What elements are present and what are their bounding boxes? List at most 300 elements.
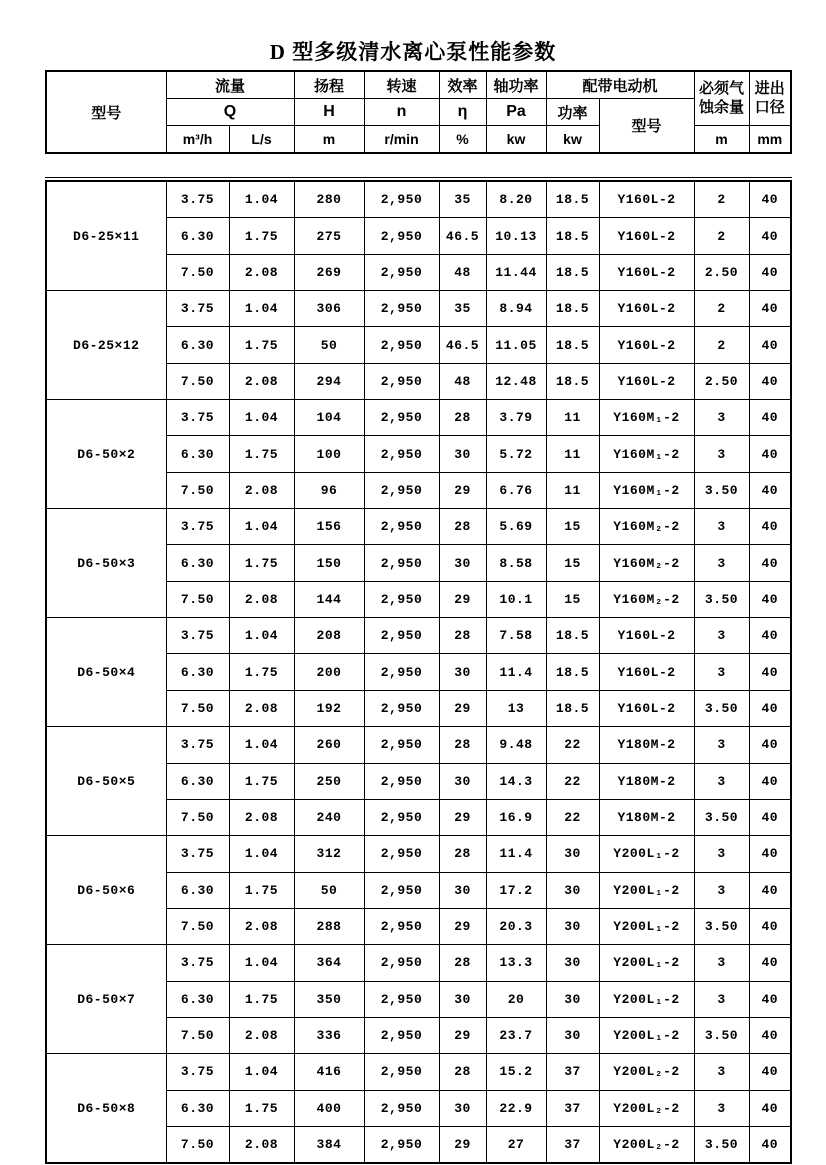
data-cell: 40 [749, 981, 791, 1017]
data-cell: 30 [439, 545, 486, 581]
data-cell: Y160M₁-2 [599, 472, 694, 508]
data-cell: 46.5 [439, 327, 486, 363]
data-cell: 7.50 [166, 799, 229, 835]
data-cell: 30 [546, 945, 599, 981]
data-cell: 30 [546, 981, 599, 1017]
header-head-unit: m [294, 126, 364, 154]
table-row [46, 1054, 791, 1090]
header-motor-model: 型号 [599, 99, 694, 154]
data-cell: 6.30 [166, 436, 229, 472]
data-cell: 10.1 [486, 581, 546, 617]
data-cell: 1.04 [229, 1054, 294, 1090]
data-cell: 2,950 [364, 181, 439, 218]
data-cell: 2.50 [694, 363, 749, 399]
header-flow-unit-ls: L/s [229, 126, 294, 154]
data-cell: 30 [546, 836, 599, 872]
data-cell: 2.08 [229, 1126, 294, 1163]
data-cell: Y180M-2 [599, 763, 694, 799]
data-cell: 3 [694, 654, 749, 690]
data-cell: 40 [749, 1054, 791, 1090]
data-cell: 2,950 [364, 727, 439, 763]
data-cell: 2,950 [364, 472, 439, 508]
table-row [46, 291, 791, 327]
header-flow-symbol: Q [166, 99, 294, 126]
data-cell: 2,950 [364, 1054, 439, 1090]
data-cell: 2 [694, 291, 749, 327]
data-cell: 22 [546, 763, 599, 799]
data-cell: 30 [546, 908, 599, 944]
data-cell: 416 [294, 1054, 364, 1090]
pump-model-cell: D6-50×8 [46, 1054, 166, 1164]
data-cell: 30 [439, 1090, 486, 1126]
data-cell: 40 [749, 1126, 791, 1163]
data-cell: 2.08 [229, 363, 294, 399]
data-cell: 9.48 [486, 727, 546, 763]
data-cell: 2.08 [229, 254, 294, 290]
data-cell: Y200L₁-2 [599, 981, 694, 1017]
data-cell: 18.5 [546, 654, 599, 690]
header-shaft-power-unit: kw [486, 126, 546, 154]
data-cell: 2.08 [229, 581, 294, 617]
data-cell: 2,950 [364, 545, 439, 581]
data-cell: Y160L-2 [599, 654, 694, 690]
data-cell: 48 [439, 254, 486, 290]
data-cell: 40 [749, 727, 791, 763]
data-cell: 3.50 [694, 1017, 749, 1053]
data-cell: 28 [439, 945, 486, 981]
data-cell: 96 [294, 472, 364, 508]
data-cell: Y160L-2 [599, 327, 694, 363]
data-cell: 15.2 [486, 1054, 546, 1090]
data-cell: 7.50 [166, 472, 229, 508]
pump-table-body [45, 180, 792, 1164]
data-cell: 2,950 [364, 763, 439, 799]
header-model: 型号 [46, 71, 166, 153]
data-cell: 200 [294, 654, 364, 690]
data-cell: 35 [439, 291, 486, 327]
data-cell: 3.75 [166, 291, 229, 327]
table-row [46, 727, 791, 763]
data-cell: 2,950 [364, 1017, 439, 1053]
data-cell: 18.5 [546, 181, 599, 218]
data-cell: 40 [749, 908, 791, 944]
data-cell: Y200L₂-2 [599, 1126, 694, 1163]
data-cell: 1.04 [229, 945, 294, 981]
data-cell: 100 [294, 436, 364, 472]
data-cell: 3 [694, 727, 749, 763]
data-cell: 11 [546, 472, 599, 508]
data-cell: 23.7 [486, 1017, 546, 1053]
header-speed: 转速 [364, 71, 439, 99]
data-cell: 3.50 [694, 690, 749, 726]
data-cell: 11 [546, 436, 599, 472]
data-cell: 37 [546, 1054, 599, 1090]
data-cell: 350 [294, 981, 364, 1017]
data-cell: 12.48 [486, 363, 546, 399]
data-cell: 3.79 [486, 400, 546, 436]
data-cell: 2,950 [364, 1126, 439, 1163]
data-cell: 2,950 [364, 836, 439, 872]
data-cell: 3 [694, 400, 749, 436]
table-header-section [45, 70, 792, 154]
data-cell: 3 [694, 1054, 749, 1090]
data-cell: 3.75 [166, 836, 229, 872]
data-cell: 11.44 [486, 254, 546, 290]
data-cell: 2,950 [364, 945, 439, 981]
header-efficiency-symbol: η [439, 99, 486, 126]
table-row [46, 945, 791, 981]
pump-model-cell: D6-25×12 [46, 291, 166, 400]
data-cell: 22 [546, 799, 599, 835]
data-cell: 40 [749, 400, 791, 436]
data-cell: 1.04 [229, 618, 294, 654]
data-cell: 29 [439, 908, 486, 944]
data-cell: 6.30 [166, 763, 229, 799]
data-cell: 2.08 [229, 799, 294, 835]
data-cell: 384 [294, 1126, 364, 1163]
data-cell: 28 [439, 400, 486, 436]
data-cell: 3.75 [166, 509, 229, 545]
data-cell: 6.30 [166, 1090, 229, 1126]
data-cell: 40 [749, 618, 791, 654]
data-cell: 30 [439, 436, 486, 472]
data-cell: 240 [294, 799, 364, 835]
data-cell: 2,950 [364, 436, 439, 472]
data-cell: Y200L₂-2 [599, 1054, 694, 1090]
data-cell: 3.50 [694, 581, 749, 617]
data-cell: 6.30 [166, 545, 229, 581]
header-efficiency: 效率 [439, 71, 486, 99]
data-cell: 17.2 [486, 872, 546, 908]
data-cell: 2,950 [364, 254, 439, 290]
data-cell: Y160L-2 [599, 618, 694, 654]
table-row [46, 181, 791, 218]
data-cell: 29 [439, 1017, 486, 1053]
data-cell: 29 [439, 581, 486, 617]
header-flow: 流量 [166, 71, 294, 99]
data-cell: 7.58 [486, 618, 546, 654]
data-cell: 3.75 [166, 1054, 229, 1090]
header-port-unit: mm [749, 126, 791, 154]
data-cell: 1.04 [229, 291, 294, 327]
data-cell: 40 [749, 872, 791, 908]
header-shaft-power: 轴功率 [486, 71, 546, 99]
data-cell: Y160L-2 [599, 690, 694, 726]
data-cell: 8.58 [486, 545, 546, 581]
header-motor: 配带电动机 [546, 71, 694, 99]
data-cell: 50 [294, 872, 364, 908]
data-cell: 2.50 [694, 254, 749, 290]
data-cell: 15 [546, 509, 599, 545]
data-cell: 312 [294, 836, 364, 872]
data-cell: 288 [294, 908, 364, 944]
data-cell: 2,950 [364, 654, 439, 690]
data-cell: 2,950 [364, 618, 439, 654]
data-cell: 2.08 [229, 908, 294, 944]
pump-model-cell: D6-25×11 [46, 181, 166, 291]
pump-model-cell: D6-50×2 [46, 400, 166, 509]
data-cell: 294 [294, 363, 364, 399]
data-cell: 2,950 [364, 981, 439, 1017]
data-cell: 2,950 [364, 799, 439, 835]
data-cell: 1.75 [229, 436, 294, 472]
data-cell: 40 [749, 1090, 791, 1126]
data-cell: 2.08 [229, 690, 294, 726]
data-cell: Y160M₁-2 [599, 400, 694, 436]
header-head-symbol: H [294, 99, 364, 126]
data-cell: 30 [439, 981, 486, 1017]
data-cell: 40 [749, 581, 791, 617]
data-cell: 6.76 [486, 472, 546, 508]
data-cell: 40 [749, 472, 791, 508]
data-cell: Y160M₂-2 [599, 581, 694, 617]
header-motor-power-unit: kw [546, 126, 599, 154]
data-cell: 28 [439, 509, 486, 545]
data-cell: 18.5 [546, 291, 599, 327]
data-cell: 208 [294, 618, 364, 654]
pump-model-cell: D6-50×4 [46, 618, 166, 727]
data-cell: 1.75 [229, 1090, 294, 1126]
data-cell: Y160L-2 [599, 363, 694, 399]
data-cell: 7.50 [166, 908, 229, 944]
data-cell: 1.04 [229, 400, 294, 436]
data-cell: 3 [694, 618, 749, 654]
data-cell: 3.75 [166, 618, 229, 654]
data-cell: 2,950 [364, 218, 439, 254]
header-motor-power: 功率 [546, 99, 599, 126]
data-cell: 40 [749, 654, 791, 690]
data-cell: 28 [439, 1054, 486, 1090]
data-cell: 3 [694, 509, 749, 545]
data-cell: 10.13 [486, 218, 546, 254]
data-cell: 2.08 [229, 1017, 294, 1053]
data-cell: 3.75 [166, 400, 229, 436]
header-head: 扬程 [294, 71, 364, 99]
data-cell: Y200L₁-2 [599, 945, 694, 981]
data-cell: 29 [439, 1126, 486, 1163]
data-cell: 27 [486, 1126, 546, 1163]
header-npsh-line2: 蚀余量 [699, 98, 745, 116]
data-cell: 2,950 [364, 1090, 439, 1126]
data-cell: 40 [749, 181, 791, 218]
data-cell: 280 [294, 181, 364, 218]
table-body-section [45, 177, 792, 1164]
data-cell: Y180M-2 [599, 799, 694, 835]
data-cell: 30 [439, 654, 486, 690]
table-row [46, 400, 791, 436]
data-cell: 37 [546, 1126, 599, 1163]
data-cell: 37 [546, 1090, 599, 1126]
data-cell: 144 [294, 581, 364, 617]
data-cell: Y200L₂-2 [599, 1090, 694, 1126]
data-cell: 16.9 [486, 799, 546, 835]
data-cell: 18.5 [546, 363, 599, 399]
data-cell: 28 [439, 618, 486, 654]
header-port [749, 71, 791, 126]
data-cell: 6.30 [166, 218, 229, 254]
data-cell: 269 [294, 254, 364, 290]
data-cell: 7.50 [166, 254, 229, 290]
data-cell: 260 [294, 727, 364, 763]
data-cell: 2 [694, 327, 749, 363]
data-cell: 11.05 [486, 327, 546, 363]
table-row [46, 509, 791, 545]
data-cell: 6.30 [166, 654, 229, 690]
header-npsh [694, 71, 749, 126]
data-cell: 1.04 [229, 509, 294, 545]
data-cell: 2,950 [364, 581, 439, 617]
data-cell: 1.04 [229, 836, 294, 872]
data-cell: 11.4 [486, 654, 546, 690]
data-cell: 3 [694, 836, 749, 872]
data-cell: 40 [749, 254, 791, 290]
pump-table-header [45, 70, 792, 154]
data-cell: 150 [294, 545, 364, 581]
data-cell: 306 [294, 291, 364, 327]
pump-rows [46, 181, 791, 1163]
data-cell: 15 [546, 545, 599, 581]
data-cell: 8.20 [486, 181, 546, 218]
page-title: D 型多级清水离心泵性能参数 [269, 40, 557, 64]
data-cell: 364 [294, 945, 364, 981]
data-cell: 40 [749, 363, 791, 399]
table-row [46, 836, 791, 872]
data-cell: 7.50 [166, 1017, 229, 1053]
data-cell: 3 [694, 763, 749, 799]
data-cell: 3 [694, 945, 749, 981]
data-cell: 1.75 [229, 545, 294, 581]
header-port-line2: 口径 [754, 98, 785, 116]
data-cell: 18.5 [546, 690, 599, 726]
data-cell: 50 [294, 327, 364, 363]
header-port-line1: 进出 [754, 79, 785, 97]
header-speed-symbol: n [364, 99, 439, 126]
data-cell: 2,950 [364, 400, 439, 436]
data-cell: 35 [439, 181, 486, 218]
data-cell: 28 [439, 836, 486, 872]
data-cell: 2,950 [364, 872, 439, 908]
data-cell: 2,950 [364, 291, 439, 327]
data-cell: 3.75 [166, 181, 229, 218]
data-cell: 8.94 [486, 291, 546, 327]
data-cell: 29 [439, 690, 486, 726]
data-cell: 5.72 [486, 436, 546, 472]
data-cell: 2 [694, 181, 749, 218]
data-cell: 48 [439, 363, 486, 399]
data-cell: 40 [749, 836, 791, 872]
data-cell: 1.75 [229, 218, 294, 254]
data-cell: 13 [486, 690, 546, 726]
data-cell: 1.75 [229, 872, 294, 908]
data-cell: 40 [749, 509, 791, 545]
data-cell: 11.4 [486, 836, 546, 872]
data-cell: 2,950 [364, 327, 439, 363]
data-cell: 3.75 [166, 727, 229, 763]
data-cell: 3.50 [694, 799, 749, 835]
data-cell: Y200L₁-2 [599, 872, 694, 908]
data-cell: 1.75 [229, 763, 294, 799]
data-cell: 40 [749, 763, 791, 799]
data-cell: 1.75 [229, 981, 294, 1017]
data-cell: 13.3 [486, 945, 546, 981]
data-cell: 11 [546, 400, 599, 436]
data-cell: 18.5 [546, 254, 599, 290]
data-cell: 7.50 [166, 1126, 229, 1163]
data-cell: 7.50 [166, 690, 229, 726]
data-cell: 7.50 [166, 363, 229, 399]
data-cell: 400 [294, 1090, 364, 1126]
data-cell: 2 [694, 218, 749, 254]
data-cell: 6.30 [166, 327, 229, 363]
data-cell: Y160L-2 [599, 291, 694, 327]
data-cell: 3 [694, 1090, 749, 1126]
data-cell: 40 [749, 218, 791, 254]
data-cell: 40 [749, 291, 791, 327]
data-cell: 2,950 [364, 908, 439, 944]
data-cell: 30 [546, 872, 599, 908]
data-cell: 40 [749, 1017, 791, 1053]
header-shaft-power-symbol: Pa [486, 99, 546, 126]
data-cell: 18.5 [546, 327, 599, 363]
data-cell: 2,950 [364, 509, 439, 545]
data-cell: 28 [439, 727, 486, 763]
data-cell: 6.30 [166, 981, 229, 1017]
data-cell: 20.3 [486, 908, 546, 944]
data-cell: 104 [294, 400, 364, 436]
data-cell: 29 [439, 472, 486, 508]
data-cell: 30 [546, 1017, 599, 1053]
data-cell: Y160L-2 [599, 181, 694, 218]
data-cell: 5.69 [486, 509, 546, 545]
data-cell: 2.08 [229, 472, 294, 508]
data-cell: 250 [294, 763, 364, 799]
data-cell: 30 [439, 872, 486, 908]
data-cell: 22.9 [486, 1090, 546, 1126]
data-cell: 1.75 [229, 327, 294, 363]
data-cell: 1.04 [229, 727, 294, 763]
data-cell: 22 [546, 727, 599, 763]
header-row-1 [46, 71, 791, 99]
data-cell: 40 [749, 545, 791, 581]
data-cell: Y180M-2 [599, 727, 694, 763]
data-cell: 6.30 [166, 872, 229, 908]
data-cell: 18.5 [546, 618, 599, 654]
data-cell: 3.50 [694, 908, 749, 944]
data-cell: Y200L₁-2 [599, 1017, 694, 1053]
data-cell: 46.5 [439, 218, 486, 254]
data-cell: 18.5 [546, 218, 599, 254]
data-cell: 192 [294, 690, 364, 726]
data-cell: 1.75 [229, 654, 294, 690]
data-cell: 3 [694, 436, 749, 472]
data-cell: 3 [694, 872, 749, 908]
data-cell: 14.3 [486, 763, 546, 799]
data-cell: 7.50 [166, 581, 229, 617]
data-cell: 30 [439, 763, 486, 799]
pump-model-cell: D6-50×5 [46, 727, 166, 836]
data-cell: 20 [486, 981, 546, 1017]
pump-model-cell: D6-50×7 [46, 945, 166, 1054]
data-cell: 2,950 [364, 363, 439, 399]
data-cell: 40 [749, 436, 791, 472]
data-cell: 336 [294, 1017, 364, 1053]
data-cell: 40 [749, 799, 791, 835]
header-efficiency-unit: % [439, 126, 486, 154]
table-row [46, 618, 791, 654]
data-cell: 29 [439, 799, 486, 835]
data-cell: Y160M₂-2 [599, 545, 694, 581]
data-cell: Y200L₁-2 [599, 836, 694, 872]
